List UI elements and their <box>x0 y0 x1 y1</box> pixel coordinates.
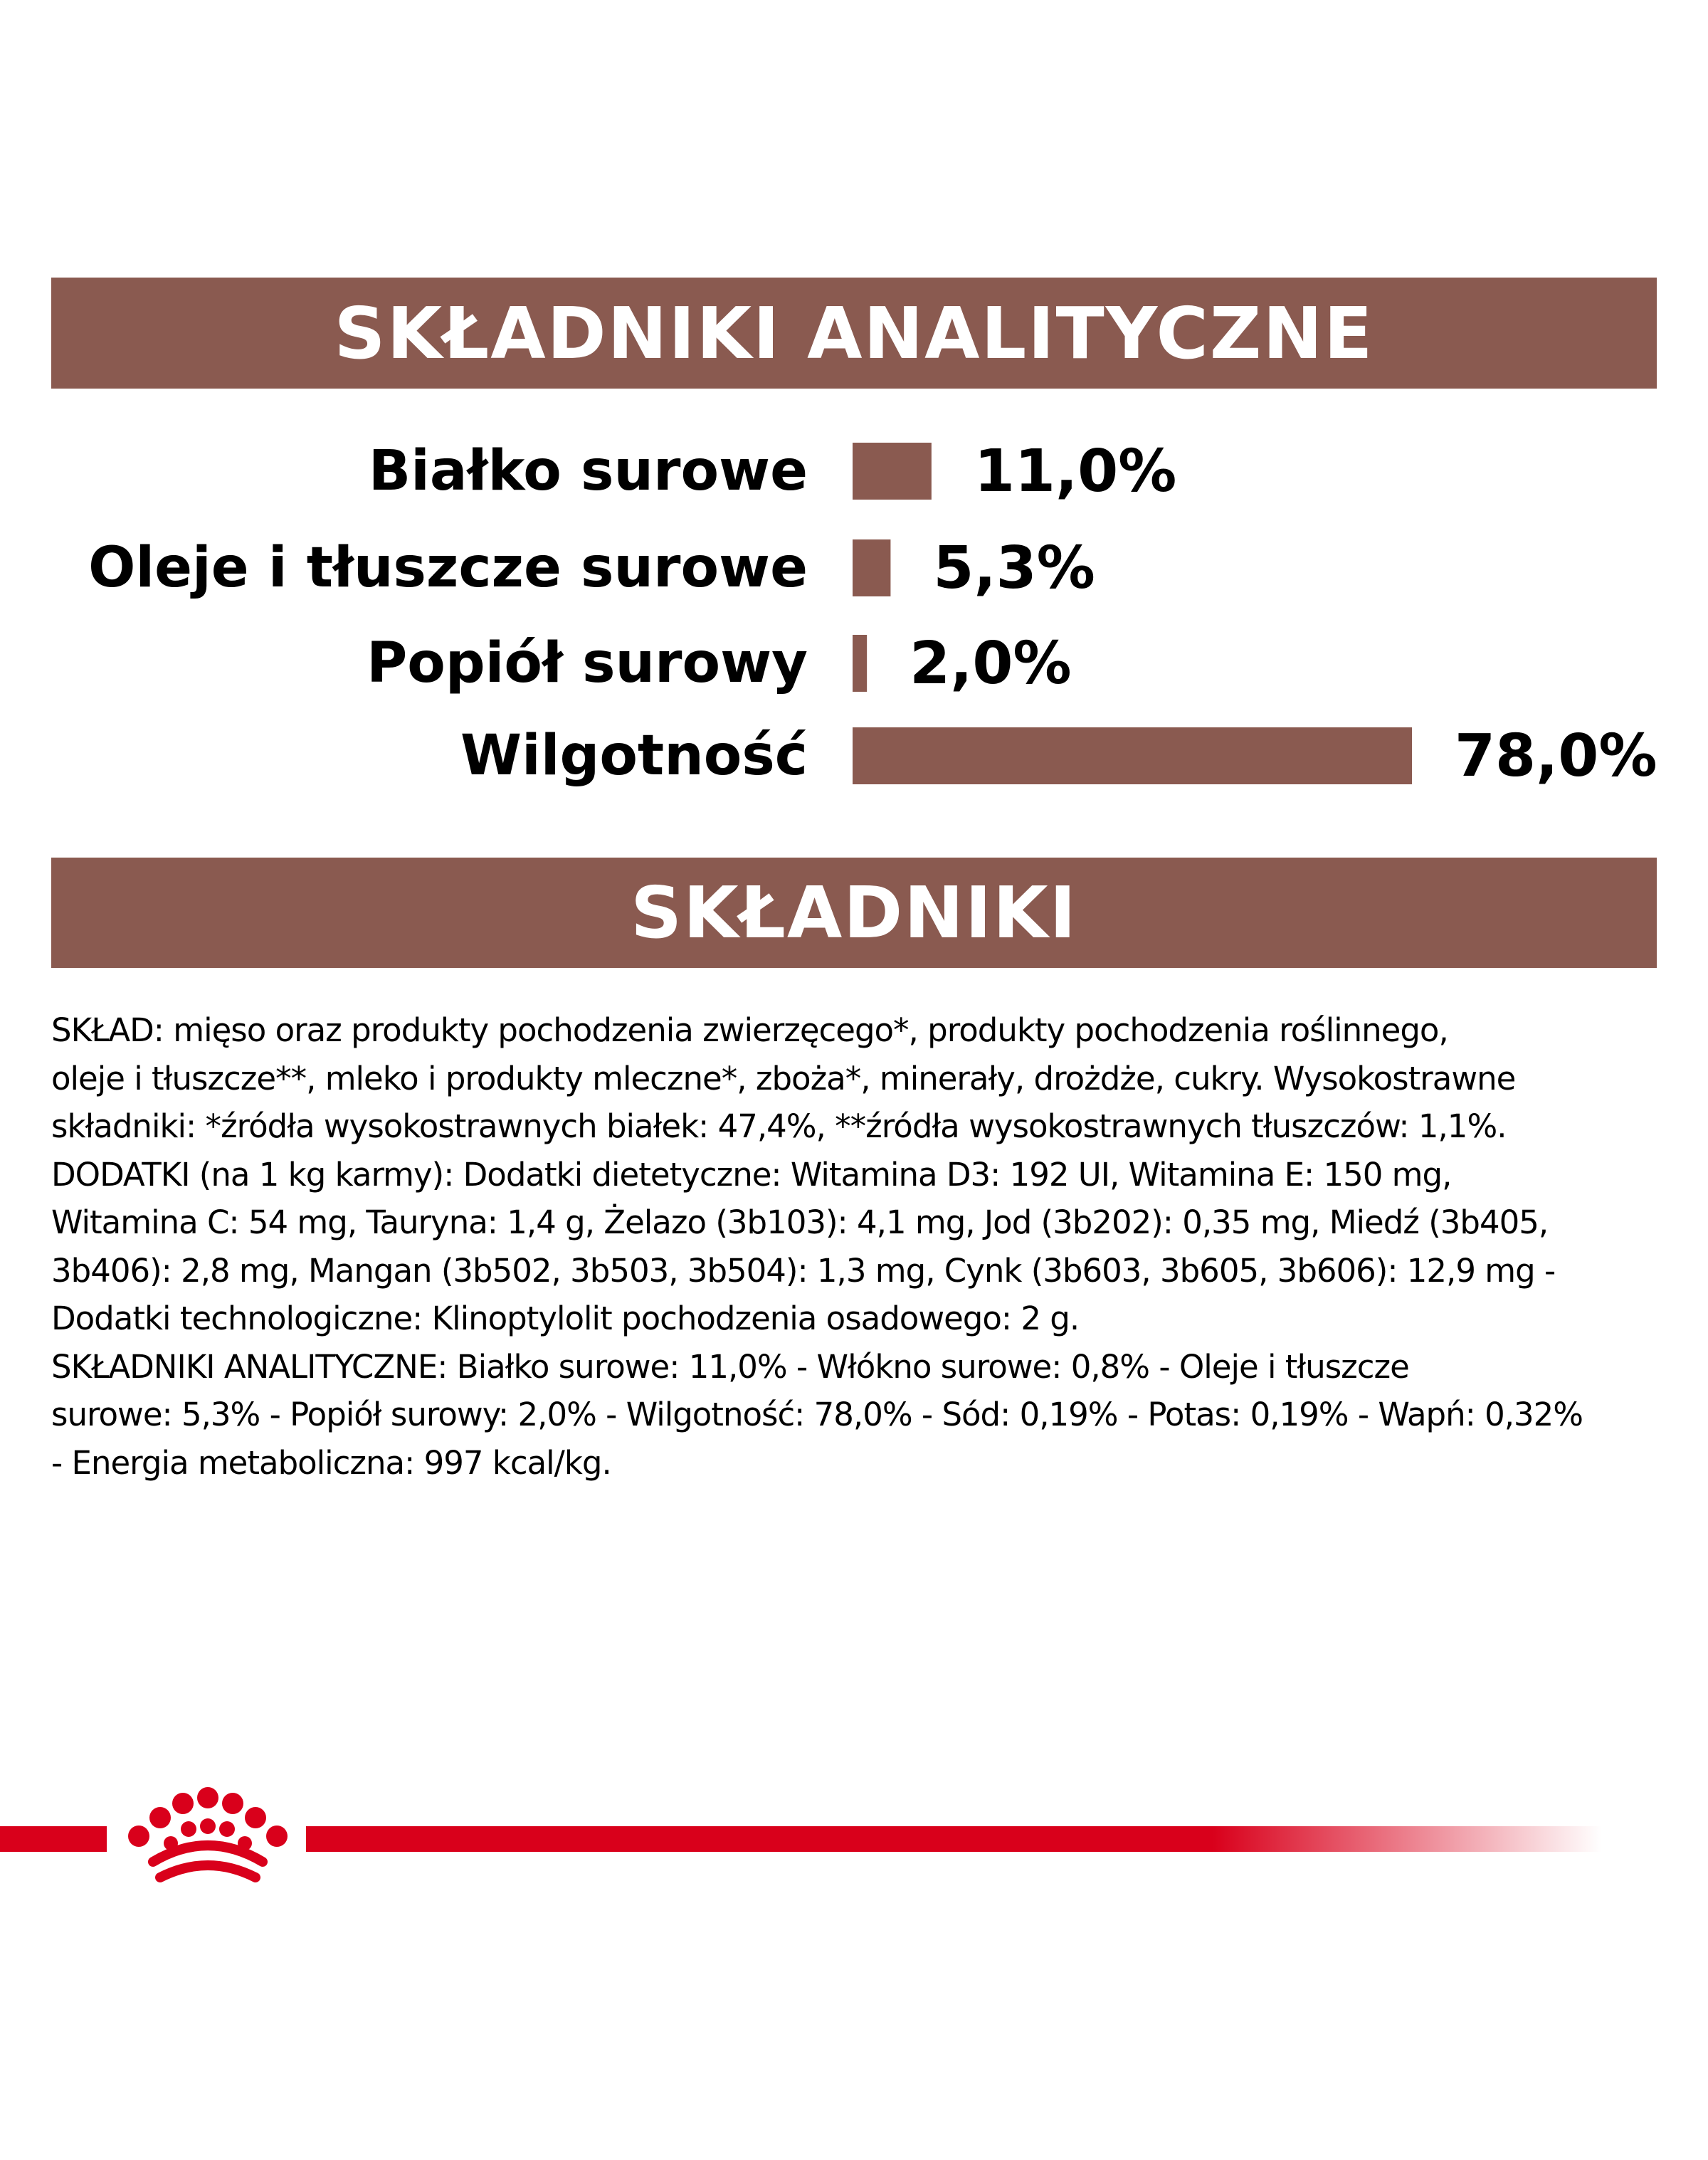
category-label: Popiół surowy <box>367 631 808 695</box>
crown-icon <box>121 1785 295 1888</box>
bar <box>853 539 890 596</box>
value-label: 5,3% <box>933 534 1095 602</box>
ingredients-header-title: SKŁADNIKI <box>631 871 1077 954</box>
analytical-bar-chart <box>0 427 1708 826</box>
category-label: Wilgotność <box>460 724 808 788</box>
category-label: Białko surowe <box>368 439 808 503</box>
bar <box>853 727 1412 784</box>
bar <box>853 443 932 500</box>
ingredients-text: SKŁAD: mięso oraz produkty pochodzenia zwierzęcego*, produkty pochodzenia roślinnego, oleje i tłuszcze**, mleko i produkty mleczne*, zboża*, minerały, drożdże, cukry. Wysokostrawne składniki: *źródła wysokostrawnych białek: 47,4%, **źródła wysokostrawnych tłuszczów: 1,1%. DODATKI (na 1 kg karmy): Dodatki dietetyczne: Witamina D3: 192 UI, Witamina E: 150 mg, Witamina C: 54 mg, Tauryna: 1,4 g, Żelazo (3b103): 4,1 mg, Jod (3b202): 0,35 mg, Miedź (3b405, 3b406): 2,8 mg, Mangan (3b502, 3b503, 3b504): 1,3 mg, Cynk (3b603, 3b605, 3b606): 12,9 mg - Dodatki technologiczne: Klinoptylolit pochodzenia osadowego: 2 g. SKŁADNIKI ANALITYCZNE: Białko surowe: 11,0% - Włókno surowe: 0,8% - Oleje i tłuszcze surowe: 5,3% - Popiół surowy: 2,0% - Wilgotność: 78,0% - Sód: 0,19% - Potas: 0,19% - Wapń: 0,32% - Energia metaboliczna: 997 kcal/kg. <box>51 1011 1583 1482</box>
bar <box>853 635 867 692</box>
value-label: 2,0% <box>910 630 1072 697</box>
analytical-header-title: SKŁADNIKI ANALITYCZNE <box>334 291 1374 375</box>
footer-red-bar-left <box>0 1826 107 1852</box>
footer-red-bar-right <box>306 1826 1601 1852</box>
ingredients-header-band <box>51 858 1657 968</box>
category-label: Oleje i tłuszcze surowe <box>88 536 808 600</box>
analytical-header-band <box>51 278 1657 389</box>
value-label: 78,0% <box>1455 722 1657 790</box>
value-label: 11,0% <box>974 438 1177 505</box>
